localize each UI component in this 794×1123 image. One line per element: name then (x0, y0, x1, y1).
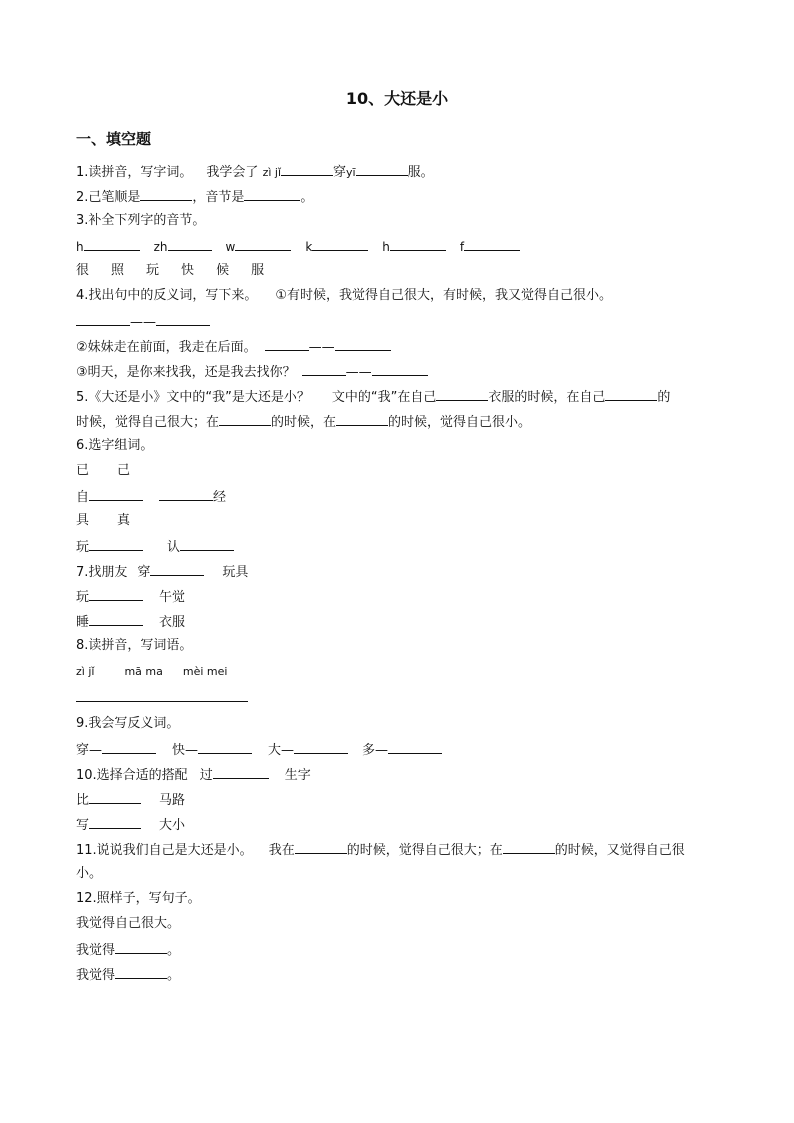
q1-prompt: 1.读拼音，写字词。 (76, 165, 193, 180)
q5-prompt: 5.《大还是小》文中的“我”是大还是小？ (76, 390, 310, 405)
q5-text-6: 的时候，觉得自己很小。 (388, 415, 532, 430)
q3-letter-1: h (76, 240, 84, 254)
q9-blank-4[interactable] (388, 740, 442, 754)
q3-letter-4: k (305, 240, 313, 254)
q11-blank-1[interactable] (295, 840, 347, 854)
q1-pinyin-2: yī (346, 166, 356, 179)
question-5 (76, 387, 670, 407)
page-title: 10、大还是小 (345, 89, 449, 108)
q7-word-4: 午觉 (159, 590, 186, 605)
q4-dash-3: —— (345, 365, 372, 380)
q3-blank-5[interactable] (390, 237, 446, 251)
question-11 (76, 840, 685, 860)
q8-pinyin-3: mèi mei (182, 665, 228, 678)
q6-char-4: 真 (117, 513, 131, 528)
q7-row-3 (76, 612, 185, 632)
question-4 (76, 287, 612, 305)
q7-prompt: 7.找朋友 (76, 565, 128, 580)
q5-blank-4[interactable] (336, 412, 388, 426)
q3-blank-2[interactable] (168, 237, 212, 251)
q3-syllable-row (76, 237, 520, 256)
q7-blank-1[interactable] (150, 562, 204, 576)
q2-blank-1[interactable] (140, 187, 192, 201)
q6-pair-2 (76, 512, 130, 530)
q4-blank-2[interactable] (156, 312, 210, 326)
q12-end-2: 。 (167, 968, 181, 983)
q5-line-2 (76, 412, 531, 432)
q10-word-2: 生字 (284, 768, 311, 783)
q3-char-6: 服 (251, 263, 265, 278)
q9-blank-1[interactable] (102, 740, 156, 754)
q9-item-3: 大— (268, 743, 295, 758)
q9-item-1: 穿— (76, 743, 103, 758)
q12-example-text: 我觉得自己很大。 (76, 916, 181, 931)
q3-letter-3: w (225, 240, 236, 254)
question-6 (76, 437, 153, 455)
q1-blank-2[interactable] (356, 162, 408, 176)
q4-blank-5[interactable] (302, 362, 346, 376)
q4-blank-3[interactable] (265, 337, 309, 351)
q1-text-2: 穿 (333, 165, 347, 180)
q4-sentence-3-row (76, 362, 428, 382)
q7-blank-3[interactable] (89, 612, 143, 626)
q4-prompt: 4.找出句中的反义词，写下来。 (76, 288, 258, 303)
q12-example (76, 915, 180, 933)
q10-blank-3[interactable] (89, 815, 141, 829)
q3-char-5: 候 (216, 263, 230, 278)
q7-word-3: 玩 (76, 590, 90, 605)
question-8 (76, 637, 192, 655)
q3-prompt: 3.补全下列字的音节。 (76, 213, 206, 228)
question-2 (76, 187, 313, 207)
q10-blank-2[interactable] (89, 790, 141, 804)
q1-blank-1[interactable] (281, 162, 333, 176)
q9-item-2: 快— (172, 743, 199, 758)
q7-word-1: 穿 (137, 565, 151, 580)
q12-blank-2[interactable] (115, 965, 167, 979)
q3-blank-4[interactable] (312, 237, 368, 251)
q11-text-3: 的时候，又觉得自己很 (554, 843, 685, 858)
q6-word-2: 经 (213, 490, 227, 505)
q10-blank-1[interactable] (213, 765, 269, 779)
question-3 (76, 212, 205, 230)
q10-word-3: 比 (76, 793, 90, 808)
q7-row-2 (76, 587, 185, 607)
q10-word-5: 写 (76, 818, 90, 833)
q5-text-4: 时候，觉得自己很大；在 (76, 415, 220, 430)
q6-blank-2[interactable] (159, 487, 213, 501)
q5-text-5: 的时候，在 (271, 415, 337, 430)
q6-char-3: 具 (76, 513, 90, 528)
q6-char-2: 己 (117, 463, 131, 478)
q12-text-2: 我觉得 (76, 968, 116, 983)
q7-word-2: 玩具 (222, 565, 249, 580)
q4-blank-1[interactable] (76, 312, 130, 326)
q6-blank-4[interactable] (180, 537, 234, 551)
q3-char-3: 玩 (146, 263, 160, 278)
q4-sentence-2-row (76, 337, 391, 357)
q8-pinyin-1: zì jǐ (76, 665, 95, 678)
q10-prompt: 10.选择合适的搭配 (76, 768, 188, 783)
q3-blank-1[interactable] (84, 237, 140, 251)
q6-blank-3[interactable] (89, 537, 143, 551)
q7-word-5: 睡 (76, 615, 90, 630)
q5-blank-3[interactable] (219, 412, 271, 426)
q4-dash-2: —— (308, 340, 335, 355)
q8-blank-3[interactable] (190, 688, 248, 702)
q6-char-1: 已 (76, 463, 90, 478)
q6-words-2 (76, 537, 234, 557)
q3-blank-6[interactable] (464, 237, 520, 251)
question-12 (76, 890, 201, 908)
q11-text-4: 小。 (76, 866, 103, 881)
q3-letter-6: f (459, 240, 465, 254)
q5-text-2: 衣服的时候，在自己 (488, 390, 606, 405)
q8-blank-2[interactable] (132, 688, 190, 702)
q9-prompt: 9.我会写反义词。 (76, 716, 180, 731)
q8-blank-1[interactable] (76, 688, 132, 702)
q6-prompt: 6.选字组词。 (76, 438, 154, 453)
q10-row-3 (76, 815, 185, 835)
q12-row-1 (76, 940, 180, 960)
q9-item-4: 多— (362, 743, 389, 758)
q6-word-1: 自 (76, 490, 90, 505)
q6-word-4: 认 (167, 540, 181, 555)
q6-word-3: 玩 (76, 540, 90, 555)
q5-blank-1[interactable] (436, 387, 488, 401)
q11-prompt: 11.说说我们自己是大还是小。 (76, 843, 253, 858)
q5-text-3: 的 (657, 390, 671, 405)
q4-sentence-2: ②妹妹走在前面，我走在后面。 (76, 340, 257, 355)
q8-prompt: 8.读拼音，写词语。 (76, 638, 193, 653)
q3-char-2: 照 (111, 263, 125, 278)
q8-pinyin-2: mā ma (124, 665, 163, 678)
q3-letter-5: h (382, 240, 390, 254)
q6-blank-1[interactable] (89, 487, 143, 501)
q4-blank-6[interactable] (372, 362, 428, 376)
q4-sentence-1: ①有时候，我觉得自己很大，有时候，我又觉得自己很小。 (275, 288, 613, 303)
q9-blank-2[interactable] (198, 740, 252, 754)
q1-text: 我学会了 (206, 165, 259, 180)
q12-row-2 (76, 965, 180, 985)
q4-blank-4[interactable] (335, 337, 391, 351)
q12-end-1: 。 (167, 943, 181, 958)
q2-end: 。 (300, 190, 314, 205)
q10-row-2 (76, 790, 185, 810)
q7-word-6: 衣服 (159, 615, 186, 630)
q3-char-row (76, 262, 264, 280)
q5-text-1: 文中的“我”在自己 (331, 390, 437, 405)
q4-sentence-3: ③明天，是你来找我，还是我去找你？ (76, 365, 296, 380)
q9-blank-3[interactable] (294, 740, 348, 754)
q5-blank-2[interactable] (605, 387, 657, 401)
q2-prompt: 2.己笔顺是 (76, 190, 141, 205)
q3-blank-3[interactable] (235, 237, 291, 251)
q2-blank-2[interactable] (244, 187, 300, 201)
question-1 (76, 162, 434, 182)
q11-blank-2[interactable] (503, 840, 555, 854)
q11-text-1: 我在 (268, 843, 295, 858)
q8-answer-row (76, 688, 248, 708)
q3-letter-2: zh (153, 240, 168, 254)
q12-text-1: 我觉得 (76, 943, 116, 958)
q2-text: ，音节是 (192, 190, 245, 205)
q4-dash-1: —— (130, 315, 156, 330)
q12-blank-1[interactable] (115, 940, 167, 954)
q3-char-1: 很 (76, 263, 90, 278)
q6-words-1 (76, 487, 226, 507)
q1-text-3: 服。 (407, 165, 434, 180)
q12-prompt: 12.照样子，写句子。 (76, 891, 201, 906)
q1-pinyin-1: zì jǐ (262, 166, 282, 179)
q10-word-1: 过 (199, 768, 213, 783)
q11-line-2 (76, 865, 102, 883)
question-7 (76, 562, 248, 582)
q4-answer-1 (76, 312, 210, 332)
q7-blank-2[interactable] (89, 587, 143, 601)
q6-pair-1 (76, 462, 130, 480)
q8-pinyin-row (76, 663, 227, 681)
question-10 (76, 765, 311, 785)
q3-char-4: 快 (181, 263, 195, 278)
q11-text-2: 的时候，觉得自己很大；在 (346, 843, 503, 858)
section-heading: 一、填空题 (76, 130, 152, 148)
q9-row (76, 740, 442, 760)
q10-word-4: 马路 (159, 793, 186, 808)
question-9 (76, 715, 179, 733)
q10-word-6: 大小 (159, 818, 186, 833)
